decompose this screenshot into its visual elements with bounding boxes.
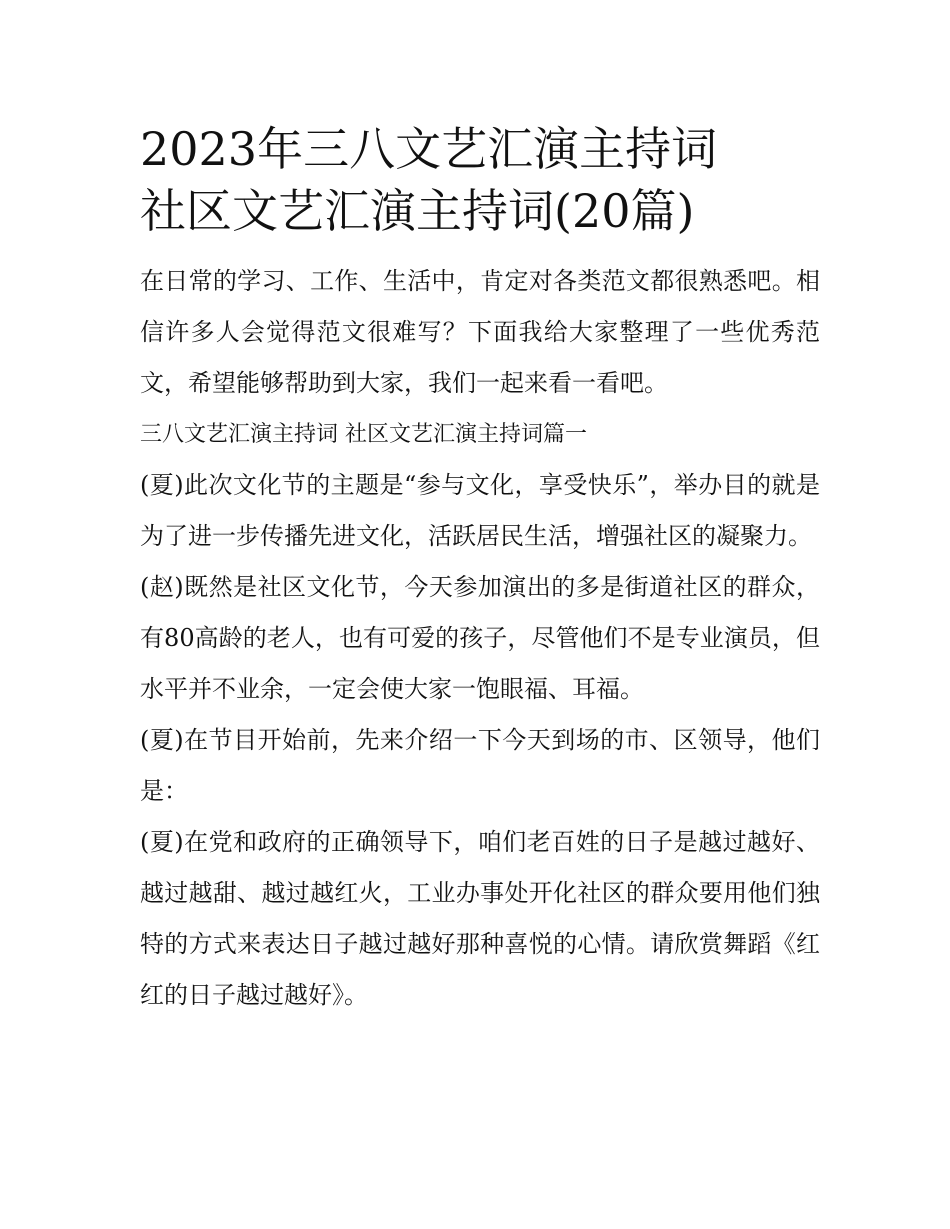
body-paragraph: (夏)此次文化节的主题是“参与文化，享受快乐”，举办目的就是为了进一步传播先进文化，活跃居民生活，增强社区的凝聚力。 — [140, 471, 820, 550]
title-line-1: 2023年三八文艺汇演主持词 — [140, 122, 718, 176]
intro-paragraph: 在日常的学习、工作、生活中，肯定对各类范文都很熟悉吧。相信许多人会觉得范文很难写？下面我给大家整理了一些优秀范文，希望能够帮助到大家，我们一起来看一看吧。 — [140, 267, 820, 397]
body-paragraph: (夏)在党和政府的正确领导下，咱们老百姓的日子是越过越好、越过越甜、越过越红火，工业办事处开化社区的群众要用他们独特的方式来表达日子越过越好那种喜悦的心情。请欣赏舞蹈《红红的日子越过越好》。 — [140, 828, 820, 1009]
body-paragraph: (赵)既然是社区文化节，今天参加演出的多是街道社区的群众，有80高龄的老人，也有可爱的孩子，尽管他们不是专业演员，但水平并不业余，一定会使大家一饱眼福、耳福。 — [140, 573, 820, 703]
document-body — [140, 256, 820, 1021]
document-page — [140, 118, 820, 1021]
document-title — [140, 118, 820, 242]
title-line-2: 社区文艺汇演主持词(20篇) — [140, 184, 695, 238]
section-heading: 三八文艺汇演主持词 社区文艺汇演主持词篇一 — [140, 422, 587, 447]
body-paragraph: (夏)在节目开始前，先来介绍一下今天到场的市、区领导，他们是： — [140, 726, 820, 805]
